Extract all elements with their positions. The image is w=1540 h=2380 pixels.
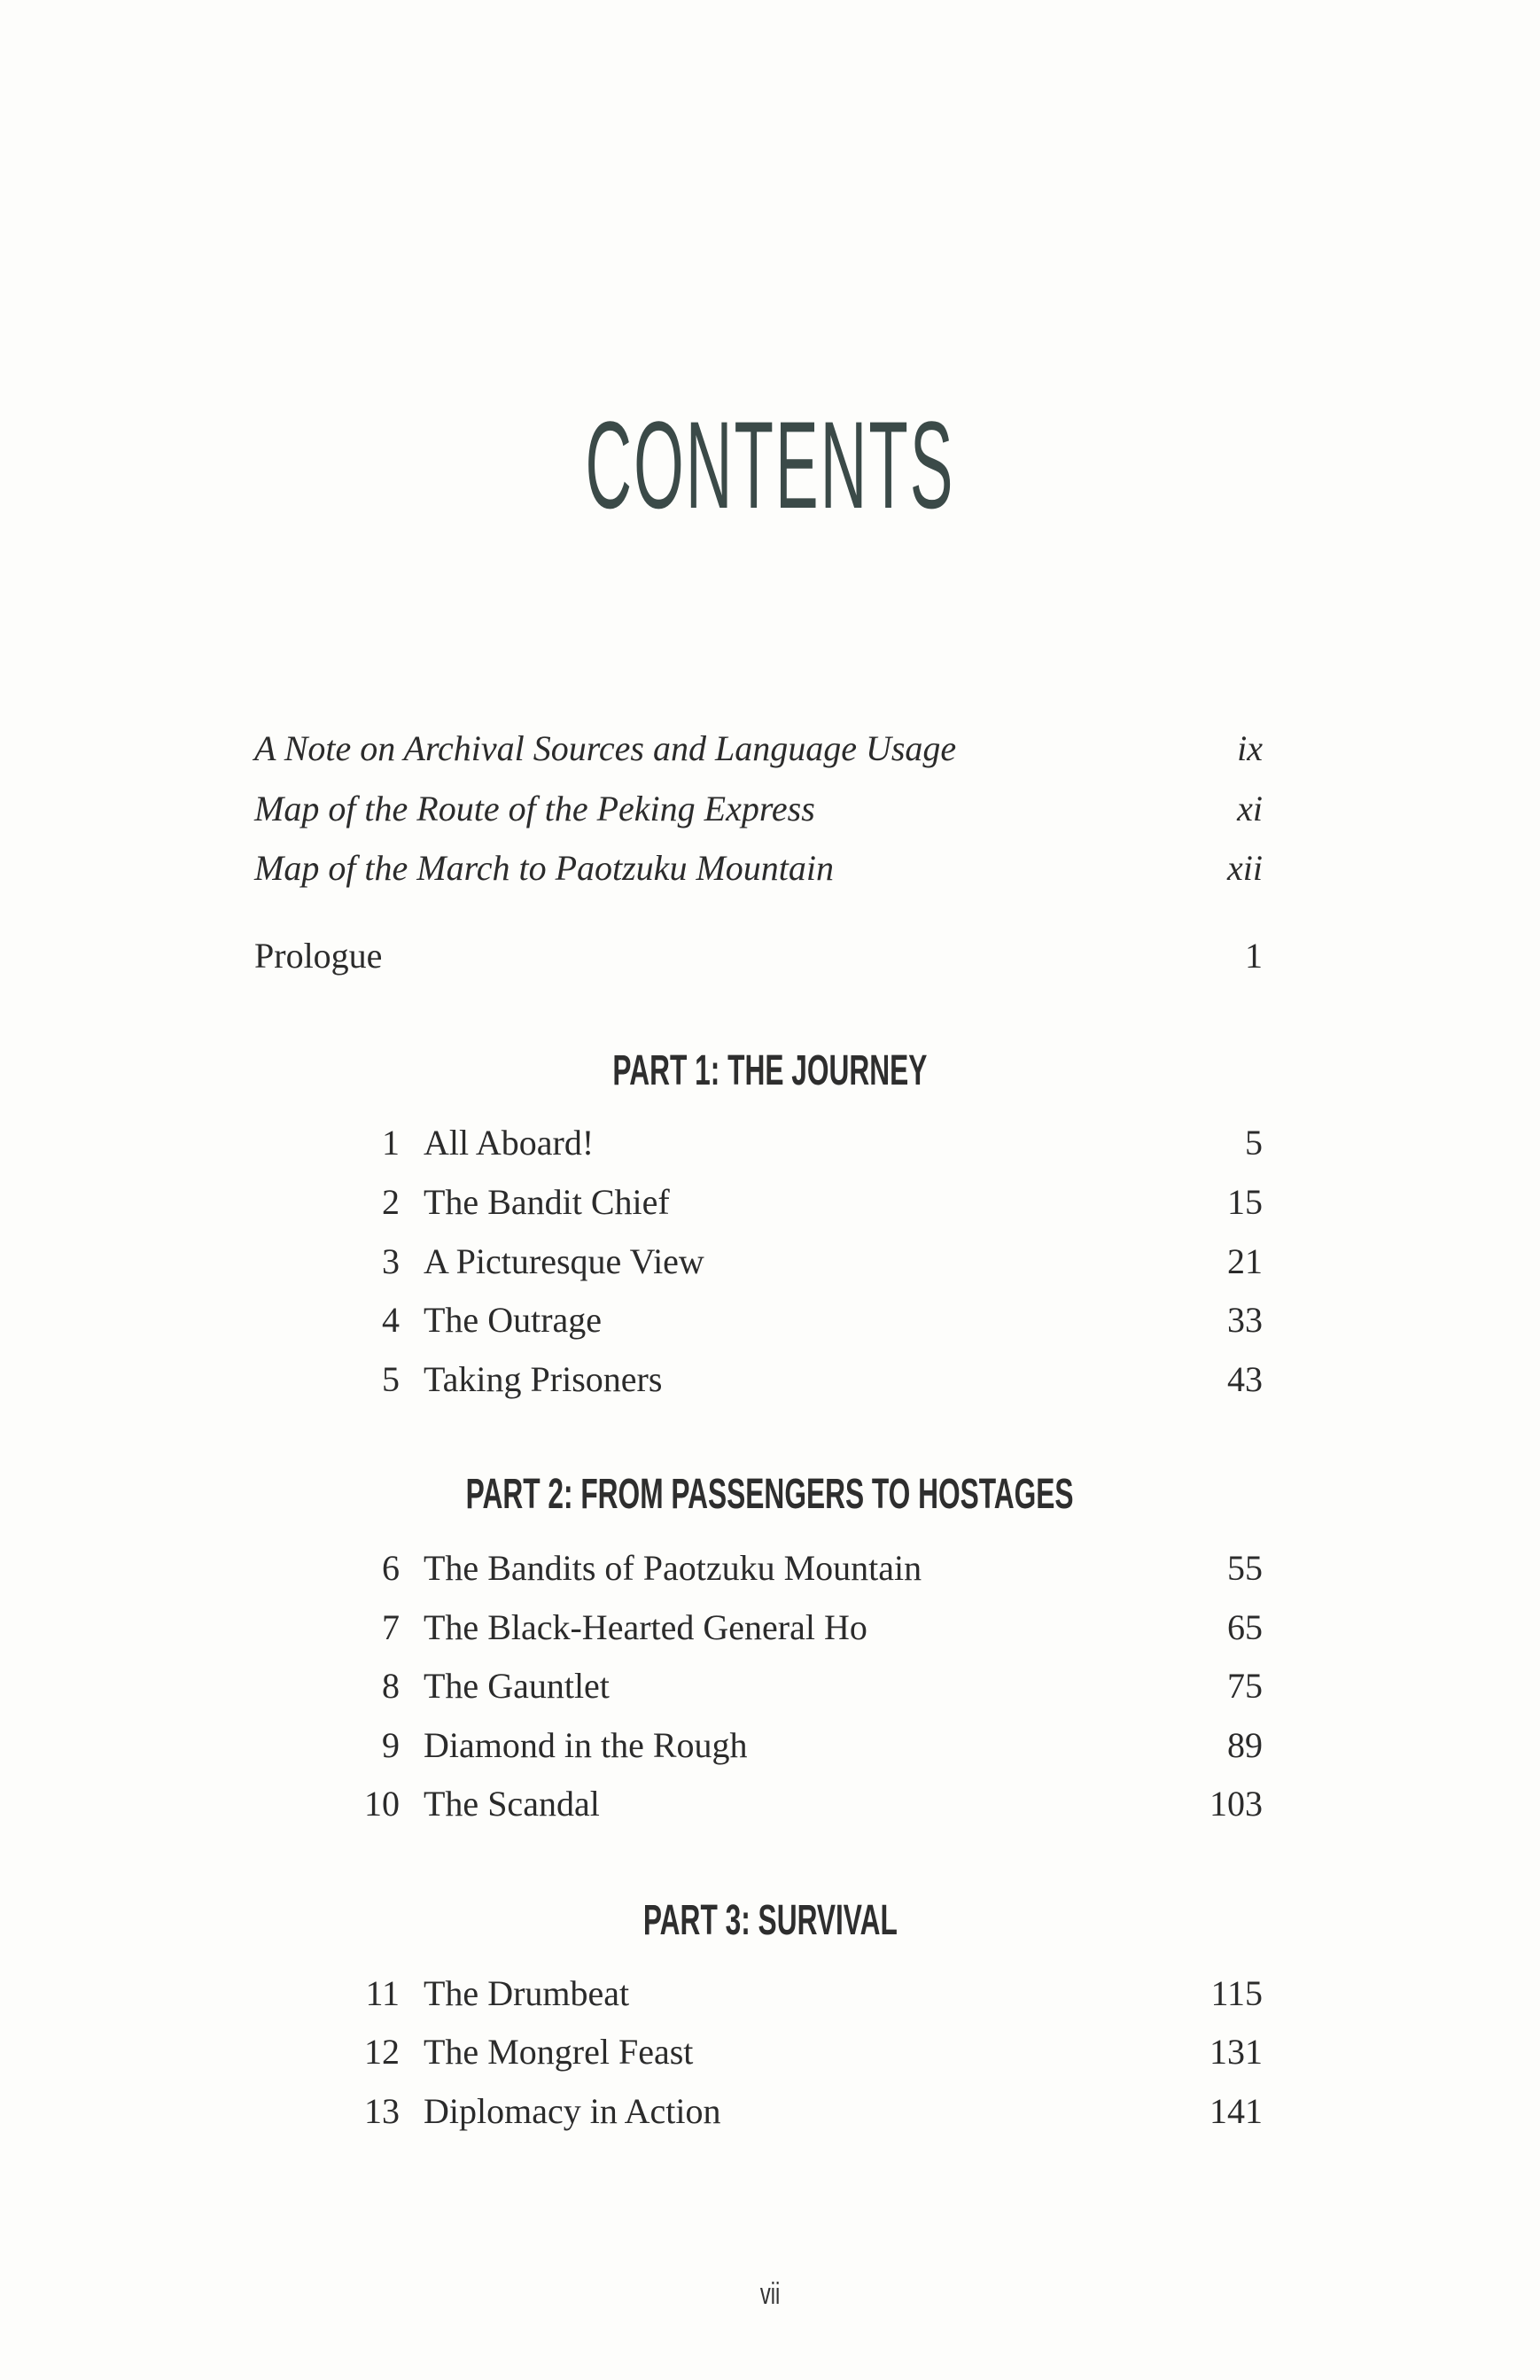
entry-title: Diamond in the Rough <box>424 1725 748 1765</box>
entry-page: 5 <box>1245 1123 1263 1163</box>
entry-title: The Mongrel Feast <box>424 2032 694 2072</box>
toc-entry-front-matter[interactable] <box>0 722 1540 775</box>
entry-page: 43 <box>1227 1359 1263 1399</box>
chapter-number: 3 <box>382 1241 400 1281</box>
entry-title: A Note on Archival Sources and Language Usage <box>254 728 957 768</box>
toc-entry-chapter[interactable] <box>0 1777 1540 1831</box>
toc-entry-prologue[interactable] <box>0 929 1540 983</box>
entry-page: 75 <box>1227 1666 1263 1706</box>
chapter-number: 7 <box>382 1607 400 1647</box>
title-text: CONTENTS <box>585 395 955 534</box>
entry-page: xi <box>1237 789 1263 828</box>
entry-title: Prologue <box>254 936 383 976</box>
chapter-number: 6 <box>382 1548 400 1588</box>
chapter-number: 13 <box>364 2091 400 2131</box>
chapter-number: 11 <box>365 1973 400 2013</box>
part-title: PART 1: THE JOURNEY <box>612 1047 928 1094</box>
page-title <box>0 395 1540 534</box>
toc-entry-chapter[interactable] <box>0 1353 1540 1406</box>
entry-page: ix <box>1237 728 1263 768</box>
entry-page: 141 <box>1209 2091 1263 2131</box>
entry-page: 65 <box>1227 1607 1263 1647</box>
part-title: PART 2: FROM PASSENGERS TO HOSTAGES <box>466 1471 1074 1518</box>
toc-entry-chapter[interactable] <box>0 2026 1540 2079</box>
entry-page: 33 <box>1227 1300 1263 1340</box>
toc-entry-front-matter[interactable] <box>0 842 1540 895</box>
toc-entry-chapter[interactable] <box>0 1176 1540 1229</box>
entry-title: The Drumbeat <box>424 1973 630 2013</box>
chapter-number: 8 <box>382 1666 400 1706</box>
chapter-number: 10 <box>364 1784 400 1824</box>
entry-page: 115 <box>1210 1973 1263 2013</box>
entry-title: Map of the Route of the Peking Express <box>254 789 815 828</box>
part-heading <box>0 1468 1540 1521</box>
entry-title: The Gauntlet <box>424 1666 610 1706</box>
entry-title: Map of the March to Paotzuku Mountain <box>254 848 834 888</box>
entry-title: Diplomacy in Action <box>424 2091 721 2131</box>
chapter-number: 5 <box>382 1359 400 1399</box>
entry-page: 131 <box>1209 2032 1263 2072</box>
entry-title: The Outrage <box>424 1300 603 1340</box>
toc-entry-chapter[interactable] <box>0 1601 1540 1654</box>
entry-title: A Picturesque View <box>424 1241 704 1281</box>
part-heading <box>0 1045 1540 1098</box>
entry-page: 55 <box>1227 1548 1263 1588</box>
chapter-number: 1 <box>382 1123 400 1163</box>
chapter-number: 12 <box>364 2032 400 2072</box>
part-title: PART 3: SURVIVAL <box>642 1897 898 1944</box>
toc-entry-chapter[interactable] <box>0 1719 1540 1772</box>
entry-page: 15 <box>1227 1182 1263 1222</box>
entry-title: The Bandit Chief <box>424 1182 670 1222</box>
chapter-number: 9 <box>382 1725 400 1765</box>
chapter-number: 2 <box>382 1182 400 1222</box>
entry-title: The Bandits of Paotzuku Mountain <box>424 1548 922 1588</box>
toc-entry-front-matter[interactable] <box>0 782 1540 836</box>
toc-entry-chapter[interactable] <box>0 1660 1540 1713</box>
part-heading <box>0 1894 1540 1948</box>
entry-page: 103 <box>1209 1784 1263 1824</box>
entry-page: 21 <box>1227 1241 1263 1281</box>
page-number <box>0 2277 1540 2312</box>
toc-entry-chapter[interactable] <box>0 1967 1540 2020</box>
entry-page: 89 <box>1227 1725 1263 1765</box>
folio-text: vii <box>759 2277 781 2311</box>
toc-entry-chapter[interactable] <box>0 1235 1540 1288</box>
entry-page: 1 <box>1245 936 1263 976</box>
entry-page: xii <box>1227 848 1263 888</box>
entry-title: Taking Prisoners <box>424 1359 663 1399</box>
toc-entry-chapter[interactable] <box>0 1294 1540 1347</box>
entry-title: The Black-Hearted General Ho <box>424 1607 867 1647</box>
chapter-number: 4 <box>382 1300 400 1340</box>
entry-title: The Scandal <box>424 1784 600 1824</box>
toc-entry-chapter[interactable] <box>0 2085 1540 2138</box>
entry-title: All Aboard! <box>424 1123 595 1163</box>
toc-entry-chapter[interactable] <box>0 1116 1540 1170</box>
toc-entry-chapter[interactable] <box>0 1542 1540 1595</box>
